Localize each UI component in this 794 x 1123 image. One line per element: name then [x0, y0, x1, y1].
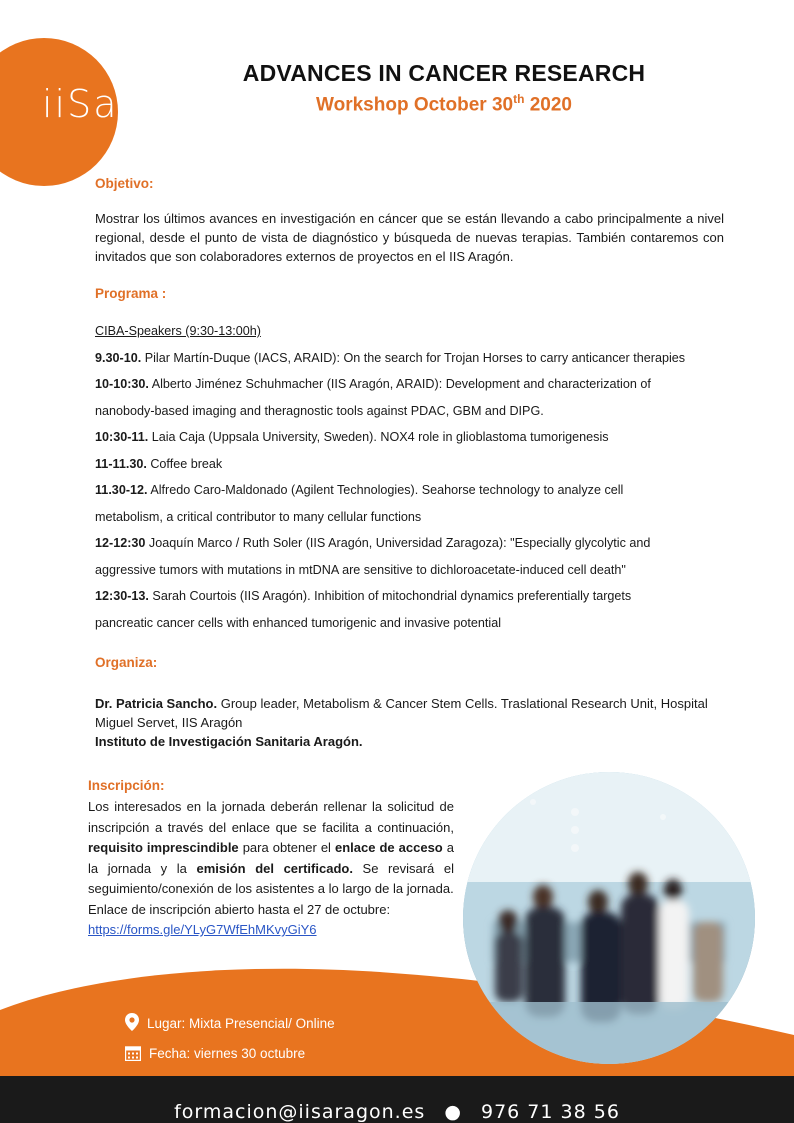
organiza-heading: Organiza: [95, 655, 158, 670]
objetivo-heading: Objetivo: [95, 176, 154, 191]
program-item-cont: metabolism, a critical contributor to many cellular functions [95, 509, 422, 524]
organiza-text: Dr. Patricia Sancho. Group leader, Metabolism & Cancer Stem Cells. Traslational Research Unit, Hospital Miguel Servet, IIS Aragón Instituto de Investigación Sanitaria Aragón. [95, 696, 708, 749]
fecha-info: Fecha: viernes 30 octubre [125, 1045, 305, 1061]
objetivo-text: Mostrar los últimos avances en investigación en cáncer que se están llevando a cabo principalmente a nivel regional, desde el punto de vista de diagnóstico y búsqueda de nuevas terapias. También contaremos con invitados que son colaboradores externos de proyectos en el IIS Aragón. [95, 211, 724, 264]
program-item: 12-12:30 Joaquín Marco / Ruth Soler (IIS Aragón, Universidad Zaragoza): "Especially glycolytic and [95, 536, 651, 550]
program-item: 10:30-11. Laia Caja (Uppsala University, Sweden). NOX4 role in glioblastoma tumorigenesis [95, 430, 609, 444]
footer-phone: 976 71 38 56 [481, 1101, 620, 1123]
program-item-cont: pancreatic cancer cells with enhanced tumorigenic and invasive potential [95, 615, 502, 630]
programa-heading: Programa : [95, 286, 167, 301]
program-item: 11.30-12. Alfredo Caro-Maldonado (Agilent Technologies). Seahorse technology to analyze cell [95, 483, 624, 497]
program-item-cont: aggressive tumors with mutations in mtDNA are sensitive to dichloroacetate-induced cell death" [95, 562, 626, 577]
program-item: 11-11.30. Coffee break [95, 456, 223, 471]
location-pin-icon [125, 1013, 139, 1031]
footer-contact [0, 1101, 794, 1123]
iisa-logo: iiSa. [42, 82, 133, 126]
page-title: ADVANCES IN CANCER RESEARCH [242, 60, 646, 86]
session-title: CIBA-Speakers (9:30-13:00h) [95, 324, 261, 338]
bullet-icon: ● [444, 1101, 462, 1123]
program-item: 9.30-10. Pilar Martín-Duque (IACS, ARAID): On the search for Trojan Horses to carry anticancer therapies [95, 350, 686, 365]
calendar-icon [125, 1045, 141, 1061]
program-item-cont: nanobody-based imaging and theragnostic tools against PDAC, GBM and DIPG. [95, 403, 544, 418]
inscripcion-text: Los interesados en la jornada deberán rellenar la solicitud de inscripción a través del enlace que se facilita a continuación, requisito imprescindible para obtener el enlace de acceso a la jornada y la emisión del certificado. Se revisará el seguimiento/conexión de los asistentes a lo largo de la jornada. Enlace de inscripción abierto hasta el 27 de octubre: https://forms.gle/YLyG7WfEhMKvyGiY6 [88, 799, 454, 937]
lugar-info: Lugar: Mixta Presencial/ Online [125, 1013, 335, 1031]
programa-list [95, 318, 735, 636]
program-item: 10-10:30. Alberto Jiménez Schuhmacher (IIS Aragón, ARAID): Development and characterization of [95, 377, 651, 391]
page-subtitle: Workshop October 30th 2020 [316, 92, 572, 116]
conference-photo [463, 772, 755, 1064]
program-item: 12:30-13. Sarah Courtois (IIS Aragón). Inhibition of mitochondrial dynamics preferentially targets [95, 589, 632, 603]
registration-link[interactable]: https://forms.gle/YLyG7WfEhMKvyGiY6 [88, 922, 317, 937]
inscripcion-heading: Inscripción: [88, 778, 165, 793]
footer-email: formacion@iisaragon.es [174, 1101, 426, 1123]
